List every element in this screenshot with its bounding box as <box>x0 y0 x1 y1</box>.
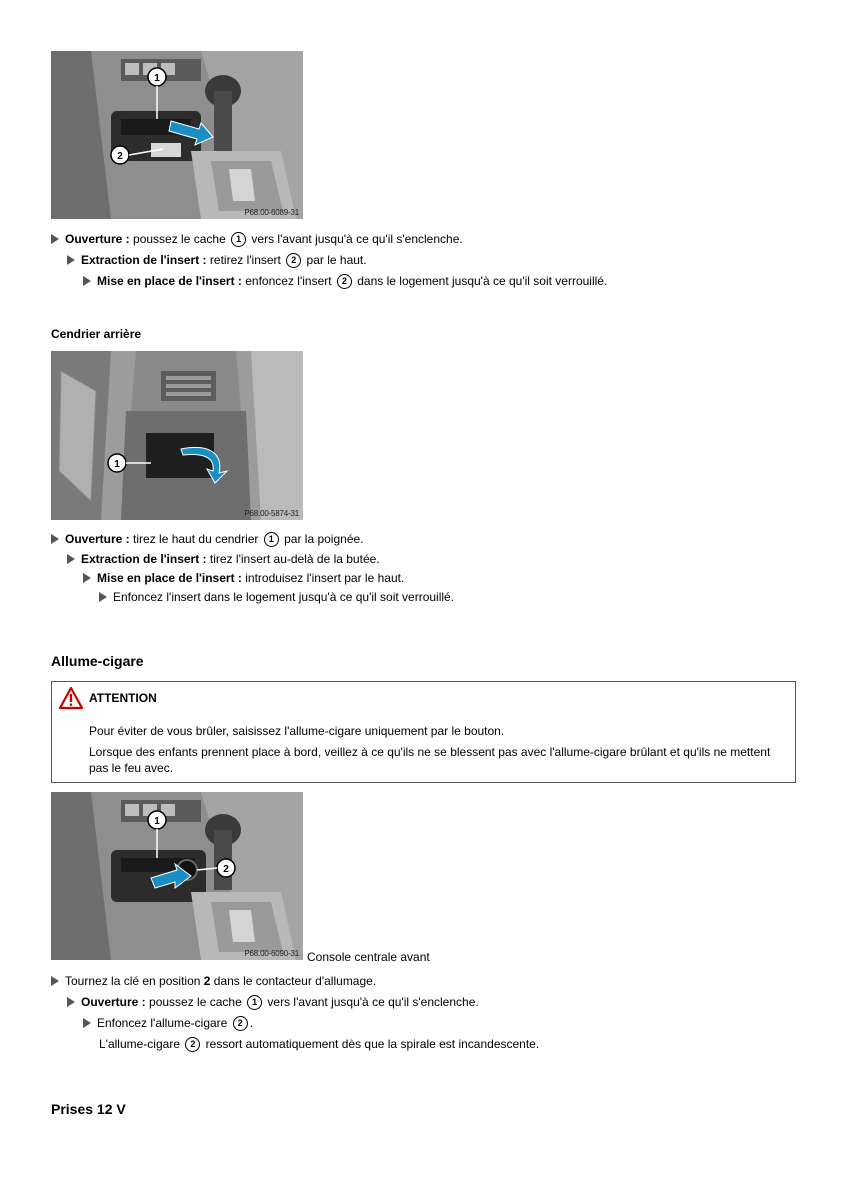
instruction-open-lighter-cover: Ouverture : poussez le cache 1 vers l'avant jusqu'à ce qu'il s'enclenche. <box>67 994 479 1010</box>
callout-number: 2 <box>233 1016 248 1031</box>
instruction-lighter-pops-out: L'allume-cigare 2 ressort automatiquement dès que la spirale est incandescente. <box>99 1037 540 1051</box>
photo-code: P68.00-5874-31 <box>244 509 299 518</box>
warning-title: ATTENTION <box>89 691 157 705</box>
section-title-cigar-lighter: Allume-cigare <box>51 653 144 669</box>
photo-code: P68.00-6090-31 <box>244 949 299 958</box>
photo-caption: Console centrale avant <box>307 950 430 964</box>
bullet-arrow-icon <box>67 255 75 265</box>
callout-2-label: 2 <box>223 864 229 875</box>
instruction-remove-insert: Extraction de l'insert : retirez l'insert 2 par le haut. <box>67 252 367 268</box>
bullet-arrow-icon <box>51 976 59 986</box>
section-title-12v-sockets: Prises 12 V <box>51 1101 126 1117</box>
instruction-open-cover: Ouverture : poussez le cache 1 vers l'avant jusqu'à ce qu'il s'enclenche. <box>51 231 463 247</box>
instruction-remove-ashtray-insert: Extraction de l'insert : tirez l'insert au-delà de la butée. <box>67 551 380 567</box>
callout-1-label: 1 <box>154 73 160 84</box>
warning-triangle-icon <box>58 686 84 710</box>
warning-text-burn: Pour éviter de vous brûler, saisissez l'allume-cigare uniquement par le bouton. <box>89 724 505 738</box>
bullet-arrow-icon <box>99 592 107 602</box>
photo-front-console <box>51 51 303 219</box>
warning-box <box>51 681 796 783</box>
bullet-arrow-icon <box>83 573 91 583</box>
callout-number: 1 <box>247 995 262 1010</box>
callout-number: 1 <box>231 232 246 247</box>
instruction-push-lighter: Enfoncez l'allume-cigare 2 . <box>83 1015 253 1031</box>
cigar-lighter-illustration <box>51 792 303 960</box>
ashtray-illustration <box>51 351 303 520</box>
instruction-open-ashtray: Ouverture : tirez le haut du cendrier 1 par la poignée. <box>51 531 364 547</box>
bullet-arrow-icon <box>51 234 59 244</box>
callout-1-label: 1 <box>114 459 120 470</box>
callout-number: 2 <box>337 274 352 289</box>
bullet-arrow-icon <box>51 534 59 544</box>
bullet-arrow-icon <box>83 276 91 286</box>
photo-code: P68.00-6089-31 <box>244 208 299 217</box>
callout-number: 1 <box>264 532 279 547</box>
instruction-press-ashtray-insert: Enfoncez l'insert dans le logement jusqu'à ce qu'il soit verrouillé. <box>99 589 454 605</box>
photo-cigar-lighter <box>51 792 303 960</box>
section-title-rear-ashtray: Cendrier arrière <box>51 327 142 341</box>
instruction-turn-key: Tournez la clé en position 2 dans le contacteur d'allumage. <box>51 973 376 989</box>
bullet-arrow-icon <box>83 1018 91 1028</box>
instruction-install-ashtray-insert: Mise en place de l'insert : introduisez l'insert par le haut. <box>83 570 404 586</box>
warning-text-children: Lorsque des enfants prennent place à bord, veillez à ce qu'ils ne se blessent pas avec l'allume-cigare brûlant et qu'ils ne mettent pas le feu avec. <box>89 745 771 775</box>
console-illustration <box>51 51 303 219</box>
callout-2-label: 2 <box>117 151 123 162</box>
bullet-arrow-icon <box>67 997 75 1007</box>
callout-number: 2 <box>185 1037 200 1052</box>
instruction-install-insert: Mise en place de l'insert : enfoncez l'insert 2 dans le logement jusqu'à ce qu'il soit verrouillé. <box>83 273 607 289</box>
callout-1-label: 1 <box>154 816 160 827</box>
callout-number: 2 <box>286 253 301 268</box>
bullet-arrow-icon <box>67 554 75 564</box>
photo-rear-ashtray <box>51 351 303 520</box>
